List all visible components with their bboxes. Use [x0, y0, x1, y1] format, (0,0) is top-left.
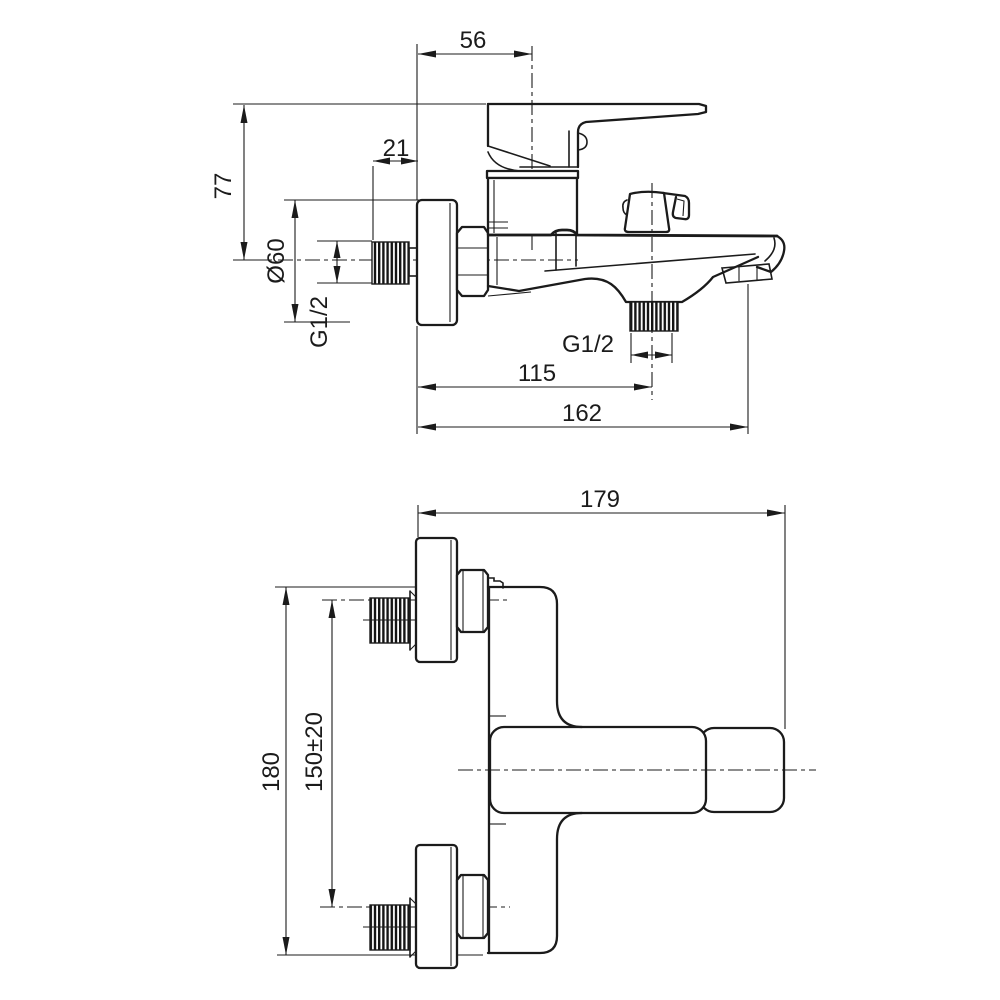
- dimension-56: [418, 27, 532, 58]
- spout-underside: [488, 257, 758, 302]
- outlet-thread: [630, 302, 678, 331]
- front-view: [258, 486, 816, 968]
- dimension-g12-inlet: [306, 241, 341, 348]
- dimension-150pm20: [301, 600, 336, 907]
- dimension-162: [418, 400, 748, 431]
- dimension-g12-outlet: [562, 331, 672, 359]
- dim-g12-inlet-label: G1/2: [306, 295, 333, 349]
- dim-d60-label: Ø60: [263, 238, 290, 284]
- dim-77-label: 77: [210, 172, 237, 200]
- dim-g12-outlet-label: G1/2: [561, 331, 615, 358]
- dim-56-label: 56: [459, 27, 487, 54]
- dim-179-label: 179: [579, 486, 621, 513]
- handle-lever: [488, 104, 706, 167]
- mixer-body-side: [488, 178, 577, 235]
- dim-150pm20-label: 150±20: [301, 712, 328, 792]
- flow-restrictor: [722, 264, 772, 283]
- side-view: [210, 27, 784, 434]
- dimension-179: [418, 486, 785, 517]
- bottom-wall-connection: [363, 845, 488, 968]
- dimension-77: [210, 105, 248, 260]
- dimension-d60: [263, 200, 299, 322]
- dimension-115: [418, 360, 652, 391]
- dim-21-label: 21: [382, 135, 410, 162]
- front-view-faucet: [363, 538, 816, 968]
- side-view-faucet: [372, 104, 784, 331]
- inlet-thread-side: [372, 242, 409, 284]
- temp-indicator-dot: [578, 133, 587, 150]
- hex-nut-side: [457, 227, 488, 296]
- dim-115-label: 115: [517, 360, 557, 387]
- side-view-reference-lines: [233, 44, 748, 434]
- diverter-knob: [623, 192, 689, 232]
- dim-162-label: 162: [561, 400, 603, 427]
- dimension-180: [258, 587, 290, 955]
- dimension-21: [373, 135, 418, 165]
- dim-180-label: 180: [258, 751, 285, 793]
- top-wall-connection: [363, 538, 488, 662]
- wall-flange-side: [417, 200, 457, 325]
